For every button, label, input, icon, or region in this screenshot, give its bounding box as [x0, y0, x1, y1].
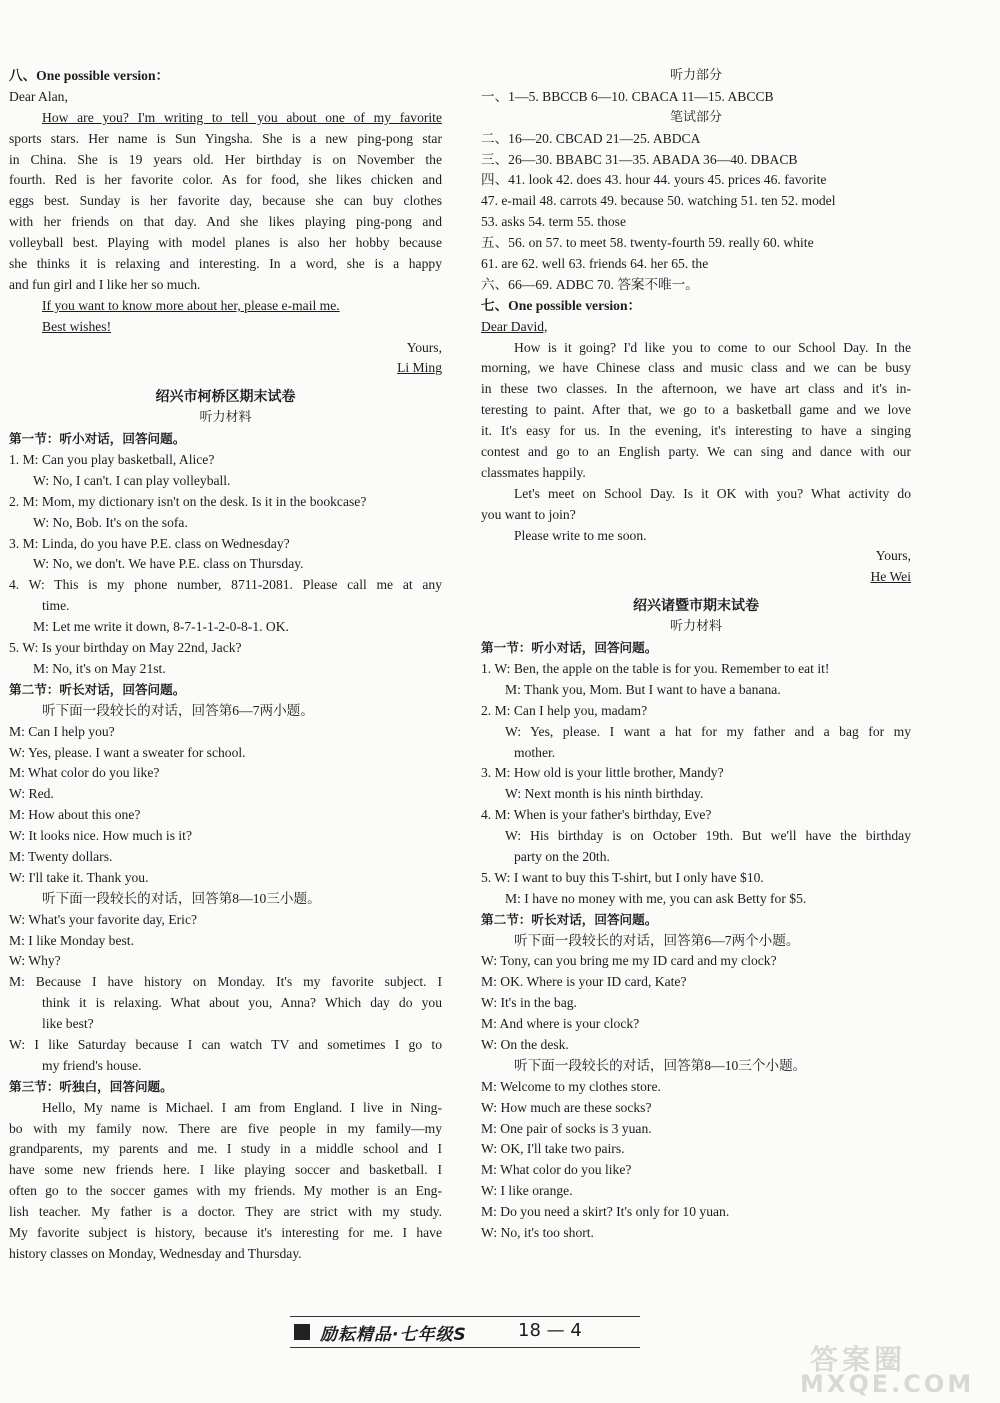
left-text-line: volleyball best. Playing with model planes is also her hobby because [9, 235, 442, 251]
left-text-line: 绍兴市柯桥区期末试卷 [155, 389, 296, 406]
right-text-line: party on the 20th. [514, 848, 610, 864]
right-text-line: 笔试部分 [669, 109, 722, 125]
left-text-line: time. [42, 598, 70, 614]
right-text-line: 七、One possible version： [481, 297, 642, 313]
left-text-line: Best wishes! [42, 318, 112, 334]
left-text-line: 2. M: Mom, my dictionary isn't on the desk. Is it in the bookcase? [9, 493, 367, 509]
left-text-line: W: Why? [9, 953, 61, 969]
right-text-line: 五、56. on 57. to meet 58. twenty-fourth 59. really 60. white [481, 235, 814, 251]
left-text-line: Dear Alan, [9, 88, 68, 104]
right-text-line: contest and go to an English party. We can sing and dance with our [481, 444, 911, 460]
right-text-line: He Wei [870, 569, 911, 585]
right-text-line: 第二节：听长对话，回答问题。 [481, 911, 658, 927]
right-text-line: 一、1—5. BBCCB 6—10. CBACA 11—15. ABCCB [481, 88, 774, 104]
right-text-line: M: I have no money with me, you can ask Betty for $5. [505, 890, 807, 906]
left-text-line: If you want to know more about her, please e-mail me. [42, 297, 340, 313]
left-column [9, 66, 442, 1265]
right-text-line [481, 588, 911, 596]
left-text-line: M: No, it's on May 21st. [33, 660, 166, 676]
left-text-line: Li Ming [397, 360, 442, 376]
right-text-line: classmates happily. [481, 464, 586, 480]
left-text-line: M: Can I help you? [9, 723, 115, 739]
right-text-line: W: Tony, can you bring me my ID card and my clock? [481, 953, 777, 969]
right-text-line: 3. M: How old is your little brother, Mandy? [481, 765, 724, 781]
left-text-line: with her friends on that day. And she likes playing ping-pong and [9, 214, 442, 230]
right-text-line: W: Yes, please. I want a hat for my father and a bag for my [505, 723, 911, 739]
left-text-line: W: No, I can't. I can play volleyball. [33, 472, 231, 488]
left-text-line: history classes on Monday, Wednesday and Thursday. [9, 1245, 302, 1261]
right-text-line: 听下面一段较长的对话，回答第8—10三个小题。 [514, 1057, 807, 1073]
left-text-line: 第一节：听小对话，回答问题。 [9, 431, 186, 447]
right-text-line: 四、41. look 42. does 43. hour 44. yours 45. prices 46. favorite [481, 172, 827, 188]
right-text-line: you want to join? [481, 506, 576, 522]
left-text-line: sports stars. Her name is Sun Yingsha. She is a new ping-pong star [9, 130, 442, 146]
right-text-line: M: OK. Where is your ID card, Kate? [481, 974, 687, 990]
right-text-line: M: Welcome to my clothes store. [481, 1078, 661, 1094]
footer-brand: 励耘精品·七年级S [320, 1325, 467, 1345]
right-text-line: 53. asks 54. term 55. those [481, 214, 626, 230]
right-text-line: W: It's in the bag. [481, 995, 577, 1011]
watermark-line2: MXQE.COM [800, 1370, 975, 1398]
right-text-line: 绍兴诸暨市期末试卷 [633, 598, 759, 615]
right-text-line: M: Thank you, Mom. But I want to have a banana. [505, 681, 781, 697]
left-text-line: M: I like Monday best. [9, 932, 134, 948]
left-text-line: Yours, [406, 339, 442, 355]
right-text-line: How is it going? I'd like you to come to our School Day. In the [514, 339, 911, 355]
right-text-line: 二、16—20. CBCAD 21—25. ABDCA [481, 130, 701, 146]
right-text-line: Please write to me soon. [514, 527, 647, 543]
page-number: 18 — 4 [518, 1320, 582, 1341]
watermark-line1: 答案圈 [810, 1343, 907, 1376]
right-text-line: it. It's easy for us. In the evening, it's interesting to have a singing [481, 423, 911, 439]
left-text-line: eggs best. Sunday is her favorite day, because she can buy clothes [9, 193, 442, 209]
right-text-line: 听力部分 [669, 68, 722, 83]
right-text-line: 4. M: When is your father's birthday, Eve? [481, 807, 712, 823]
left-text-line: W: I like Saturday because I can watch TV and sometimes I go to [9, 1036, 442, 1052]
left-text-line: M: How about this one? [9, 807, 141, 823]
right-text-line: W: Next month is his ninth birthday. [505, 786, 704, 802]
left-text-line: Hello, My name is Michael. I am from England. I live in Ning- [42, 1099, 442, 1115]
left-text-line: W: No, we don't. We have P.E. class on Thursday. [33, 556, 304, 572]
left-text-line: How are you? I'm writing to tell you about one of my favorite [42, 109, 442, 125]
page-footer [290, 1316, 640, 1348]
left-text-line: lish teacher. My father is a doctor. They are strict with my study. [9, 1204, 442, 1220]
left-text-line: 3. M: Linda, do you have P.E. class on Wednesday? [9, 535, 290, 551]
right-text-line: W: How much are these socks? [481, 1099, 652, 1115]
right-text-line: 听下面一段较长的对话，回答第6—7两个小题。 [514, 932, 800, 948]
left-text-line: 听下面一段较长的对话，回答第8—10三小题。 [42, 890, 321, 906]
left-text-line: W: No, Bob. It's on the sofa. [33, 514, 188, 530]
left-text-line: and fun girl and I like her so much. [9, 276, 201, 292]
right-text-line: W: On the desk. [481, 1036, 569, 1052]
left-text-line: M: Let me write it down, 8-7-1-1-2-0-8-1. OK. [33, 619, 289, 635]
left-text-line: think it is relaxing. What about you, Anna? Which day do you [42, 995, 442, 1011]
left-text-line: fourth. Red is her favorite color. As for food, she likes chicken and [9, 172, 442, 188]
right-text-line: M: Do you need a skirt? It's only for 10 yuan. [481, 1204, 730, 1220]
right-text-line: 47. e-mail 48. carrots 49. because 50. watching 51. ten 52. model [481, 193, 836, 209]
left-text-line: 听下面一段较长的对话，回答第6—7两小题。 [42, 702, 314, 718]
right-text-line: M: And where is your clock? [481, 1016, 640, 1032]
left-text-line: W: Red. [9, 786, 54, 802]
right-text-line: 听力材料 [669, 619, 722, 635]
watermark [790, 1338, 990, 1398]
right-text-line: 2. M: Can I help you, madam? [481, 702, 648, 718]
right-text-line: in these two classes. In the afternoon, we have art class and it's in- [481, 381, 911, 397]
right-text-line: 三、26—30. BBABC 31—35. ABADA 36—40. DBACB [481, 151, 798, 167]
left-text-line: 5. W: Is your birthday on May 22nd, Jack? [9, 640, 242, 656]
right-text-line: W: No, it's too short. [481, 1224, 594, 1240]
right-text-line: teresting to paint. After that, we go to a basketball game and we love [481, 402, 911, 418]
left-text-line: W: What's your favorite day, Eric? [9, 911, 198, 927]
left-text-line: in China. She is 19 years old. Her birthday is on November the [9, 151, 442, 167]
right-text-line: 61. are 62. well 63. friends 64. her 65. the [481, 256, 709, 272]
right-text-line: W: OK, I'll take two pairs. [481, 1141, 625, 1157]
left-text-line: My favorite subject is history, because it's interesting for me. I have [9, 1224, 442, 1240]
left-text-line: M: Because I have history on Monday. It's my favorite subject. I [9, 974, 442, 990]
left-text-line: 第二节：听长对话，回答问题。 [9, 681, 186, 697]
left-text-line [9, 379, 442, 387]
left-text-line: grandparents, my parents and me. I study in a middle school and I [9, 1141, 442, 1157]
left-text-line: W: It looks nice. How much is it? [9, 828, 192, 844]
left-text-line: 4. W: This is my phone number, 8711-2081. Please call me at any [9, 577, 442, 593]
left-text-line: W: I'll take it. Thank you. [9, 869, 149, 885]
left-text-line: like best? [42, 1016, 94, 1032]
right-text-line: mother. [514, 744, 556, 760]
left-text-line: bo with my family now. There are five people in my family—my [9, 1120, 442, 1136]
right-text-line: 1. W: Ben, the apple on the table is for you. Remember to eat it! [481, 660, 830, 676]
left-text-line: 听力材料 [199, 410, 252, 426]
right-text-line: morning, we have Chinese class and music class and we can be busy [481, 360, 911, 376]
left-text-line: she thinks it is relaxing and interesting. In a word, she is a happy [9, 256, 442, 272]
right-text-line: 第一节：听小对话，回答问题。 [481, 640, 658, 656]
book-logo-icon [294, 1324, 310, 1340]
right-text-line: Yours, [875, 548, 911, 564]
right-text-line: Let's meet on School Day. Is it OK with you? What activity do [514, 485, 911, 501]
left-text-line: M: What color do you like? [9, 765, 160, 781]
right-text-line: 5. W: I want to buy this T-shirt, but I only have $10. [481, 869, 764, 885]
left-text-line: 八、One possible version： [9, 68, 170, 83]
right-text-line: 六、66—69. ADBC 70. 答案不唯一。 [481, 276, 699, 292]
left-text-line: 第三节：听独白，回答问题。 [9, 1078, 173, 1094]
right-text-line: M: What color do you like? [481, 1162, 632, 1178]
left-text-line: 1. M: Can you play basketball, Alice? [9, 452, 215, 468]
left-text-line: W: Yes, please. I want a sweater for school. [9, 744, 246, 760]
left-text-line: M: Twenty dollars. [9, 848, 113, 864]
left-text-line: have some new friends here. I like playing soccer and basketball. I [9, 1162, 442, 1178]
left-text-line: often go to the soccer games with my friends. My mother is an Eng- [9, 1183, 442, 1199]
right-text-line: W: I like orange. [481, 1183, 573, 1199]
right-text-line: M: One pair of socks is 3 yuan. [481, 1120, 652, 1136]
right-text-line: W: His birthday is on October 19th. But we'll have the birthday [505, 828, 911, 844]
right-column [481, 66, 911, 1244]
right-text-line: Dear David, [481, 318, 548, 334]
left-text-line: my friend's house. [42, 1057, 142, 1073]
